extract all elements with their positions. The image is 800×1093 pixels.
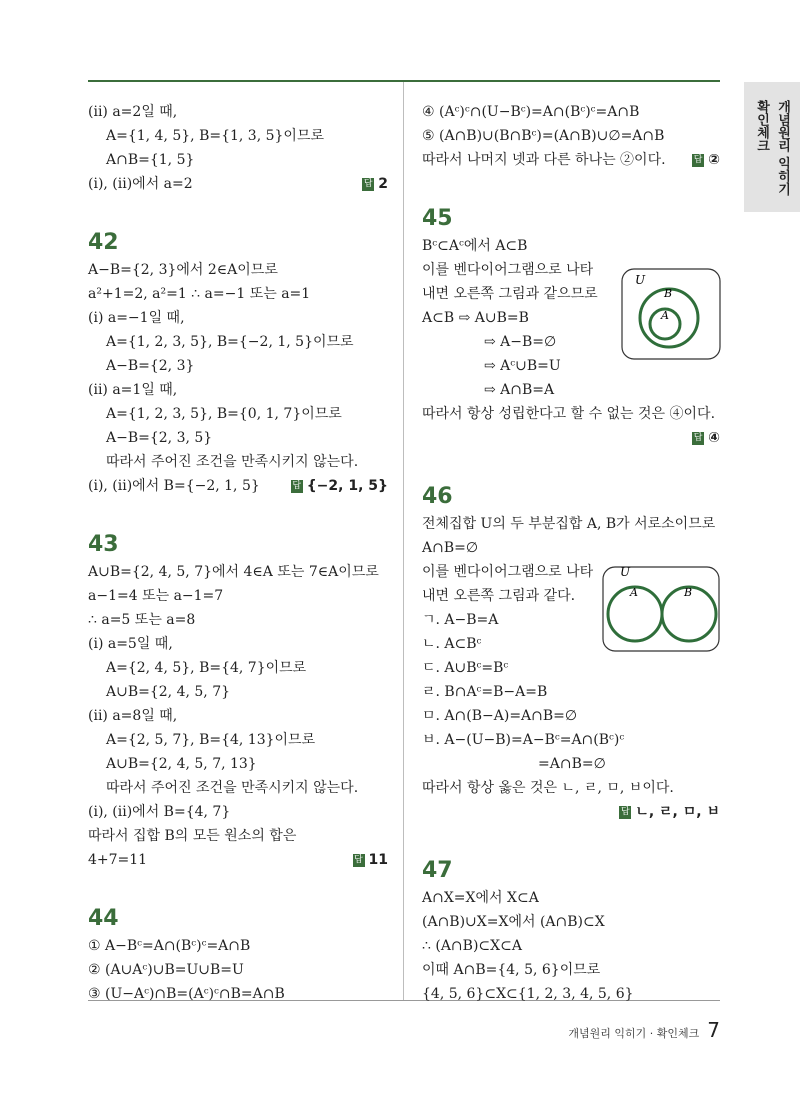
answer-icon: 답	[354, 854, 363, 865]
text-line: 내면 오른쪽 그림과 같다.	[422, 588, 576, 604]
text-line: ㅂ. A−(U−B)=A−Bᶜ=A∩(Bᶜ)ᶜ	[422, 732, 625, 748]
top-rule	[88, 80, 720, 82]
text-line: (ii) a=1일 때,	[88, 382, 178, 398]
text-line: ② (A∪Aᶜ)∪B=U∪B=U	[88, 962, 244, 978]
text-line: A={2, 4, 5}, B={4, 7}이므로	[106, 660, 307, 676]
text-line: (i), (ii)에서 a=2	[88, 176, 193, 192]
problem-46	[422, 482, 720, 824]
answer-icon: 답	[620, 806, 630, 817]
answer-badge	[692, 426, 720, 450]
side-tab-line1: 확인체크	[754, 100, 769, 152]
side-tab-line2: 개념원리 익히기	[775, 100, 790, 196]
column-divider	[403, 82, 404, 1000]
problem-43	[88, 530, 388, 872]
problem-number: 43	[88, 532, 119, 557]
text-line: A∪B={2, 4, 5, 7}에서 4∈A 또는 7∈A이므로	[88, 564, 379, 580]
text-line: A⊂B ⇨ A∪B=B	[422, 310, 529, 326]
text-line: ⇨ A∩B=A	[484, 382, 555, 398]
answer-line	[422, 800, 720, 824]
label-b: B	[684, 586, 693, 599]
problem-44	[88, 904, 388, 1006]
text-line: ㄱ. A−B=A	[422, 612, 499, 628]
answer-value: 2	[378, 176, 388, 192]
answer-line	[88, 172, 388, 196]
text-line: ㅁ. A∩(B−A)=A∩B=∅	[422, 708, 578, 724]
text-line: 이를 벤다이어그램으로 나타	[422, 564, 594, 580]
answer-badge	[362, 172, 388, 196]
text-line: a−1=4 또는 a−1=7	[88, 588, 224, 604]
text-line: A∩X=X에서 X⊂A	[422, 890, 539, 906]
text-line: (ii) a=2일 때,	[88, 104, 178, 120]
text-line: ㄹ. B∩Aᶜ=B−A=B	[422, 684, 548, 700]
text-line: ⇨ A−B=∅	[484, 334, 557, 350]
text-line: A∩B={1, 5}	[106, 152, 195, 168]
text-line: ⑤ (A∩B)∪(B∩Bᶜ)=(A∩B)∪∅=A∩B	[422, 128, 665, 144]
text-line: 따라서 주어진 조건을 만족시키지 않는다.	[106, 454, 359, 470]
problem-44-continued	[422, 100, 720, 172]
answer-line	[422, 148, 720, 172]
text-line: Bᶜ⊂Aᶜ에서 A⊂B	[422, 238, 528, 254]
left-column	[88, 100, 388, 1006]
text-line: A={1, 2, 3, 5}, B={−2, 1, 5}이므로	[106, 334, 354, 350]
text-line: ⇨ Aᶜ∪B=U	[484, 358, 561, 374]
text-line: 따라서 주어진 조건을 만족시키지 않는다.	[106, 780, 359, 796]
text-line: =A∩B=∅	[538, 756, 606, 772]
text-line: A={1, 2, 3, 5}, B={0, 1, 7}이므로	[106, 406, 342, 422]
problem-47	[422, 856, 720, 1006]
venn-diagram-46	[602, 566, 720, 652]
text-line: 전체집합 U의 두 부분집합 A, B가 서로소이므로	[422, 516, 716, 532]
text-line: A∪B={2, 4, 5, 7}	[106, 684, 231, 700]
text-line: 이때 A∩B={4, 5, 6}이므로	[422, 962, 601, 978]
text-line: (i), (ii)에서 B={−2, 1, 5}	[88, 478, 260, 494]
text-line: A={1, 4, 5}, B={1, 3, 5}이므로	[106, 128, 325, 144]
answer-value: {−2, 1, 5}	[306, 478, 388, 494]
text-line: (ii) a=8일 때,	[88, 708, 178, 724]
text-line: ∴ (A∩B)⊂X⊂A	[422, 938, 522, 954]
text-line: 이를 벤다이어그램으로 나타	[422, 262, 594, 278]
answer-line	[422, 426, 720, 450]
text-line: 따라서 집합 B의 모든 원소의 합은	[88, 828, 297, 844]
answer-line	[88, 474, 388, 498]
right-column	[422, 100, 720, 1006]
text-line: (i) a=5일 때,	[88, 636, 173, 652]
label-a: A	[661, 309, 669, 322]
text-line: (A∩B)∪X=X에서 (A∩B)⊂X	[422, 914, 605, 930]
text-line: (i) a=−1일 때,	[88, 310, 185, 326]
label-a: A	[630, 586, 638, 599]
answer-badge	[619, 800, 720, 824]
text-line: A∪B={2, 4, 5, 7, 13}	[106, 756, 257, 772]
problem-number: 46	[422, 484, 453, 509]
text-line: A−B={2, 3}에서 2∈A이므로	[88, 262, 278, 278]
answer-icon: 답	[693, 154, 703, 165]
text-line: 내면 오른쪽 그림과 같으므로	[422, 286, 598, 302]
answer-value: ④	[708, 430, 720, 446]
text-line: 따라서 나머지 넷과 다른 하나는 ②이다.	[422, 152, 666, 168]
text-line: ④ (Aᶜ)ᶜ∩(U−Bᶜ)=A∩(Bᶜ)ᶜ=A∩B	[422, 104, 640, 120]
problem-number: 45	[422, 206, 453, 231]
text-line: ㄴ. A⊂Bᶜ	[422, 636, 482, 652]
side-tab	[744, 82, 800, 212]
answer-value: ②	[708, 152, 720, 168]
text-line: (i), (ii)에서 B={4, 7}	[88, 804, 231, 820]
page-footer	[520, 1018, 720, 1042]
text-line: A∩B=∅	[422, 540, 479, 556]
page-number: 7	[707, 1018, 720, 1042]
text-line: A−B={2, 3, 5}	[106, 430, 213, 446]
answer-badge	[692, 148, 720, 172]
text-line: ① A−Bᶜ=A∩(Bᶜ)ᶜ=A∩B	[88, 938, 251, 954]
problem-41-continued	[88, 100, 388, 196]
text-line: A−B={2, 3}	[106, 358, 195, 374]
answer-value: ㄴ, ㄹ, ㅁ, ㅂ	[635, 804, 720, 820]
problem-number: 44	[88, 906, 119, 931]
answer-icon: 답	[292, 480, 302, 491]
text-line: a²+1=2, a²=1 ∴ a=−1 또는 a=1	[88, 286, 311, 302]
label-u: U	[635, 273, 646, 287]
text-line: A={2, 5, 7}, B={4, 13}이므로	[106, 732, 316, 748]
problem-number: 47	[422, 858, 453, 883]
problem-42	[88, 228, 388, 498]
text-line: ㄷ. A∪Bᶜ=Bᶜ	[422, 660, 509, 676]
text-line: 따라서 항상 옳은 것은 ㄴ, ㄹ, ㅁ, ㅂ이다.	[422, 780, 674, 796]
label-b: B	[664, 287, 673, 300]
problem-number: 42	[88, 230, 119, 255]
text-line: 4+7=11	[88, 852, 148, 868]
answer-icon: 답	[363, 178, 373, 189]
answer-badge	[353, 848, 388, 872]
venn-diagram-45	[621, 268, 721, 360]
text-line: {4, 5, 6}⊂X⊂{1, 2, 3, 4, 5, 6}	[422, 986, 634, 1002]
text-line: ∴ a=5 또는 a=8	[88, 612, 196, 628]
answer-value: 11	[368, 852, 388, 868]
label-u: U	[620, 566, 631, 579]
answer-icon: 답	[693, 432, 703, 443]
answer-line	[88, 848, 388, 872]
footer-text: 개념원리 익히기 · 확인체크	[568, 1027, 700, 1040]
answer-badge	[291, 474, 388, 498]
text-line: ③ (U−Aᶜ)∩B=(Aᶜ)ᶜ∩B=A∩B	[88, 986, 285, 1002]
text-line: 따라서 항상 성립한다고 할 수 없는 것은 ④이다.	[422, 406, 716, 422]
